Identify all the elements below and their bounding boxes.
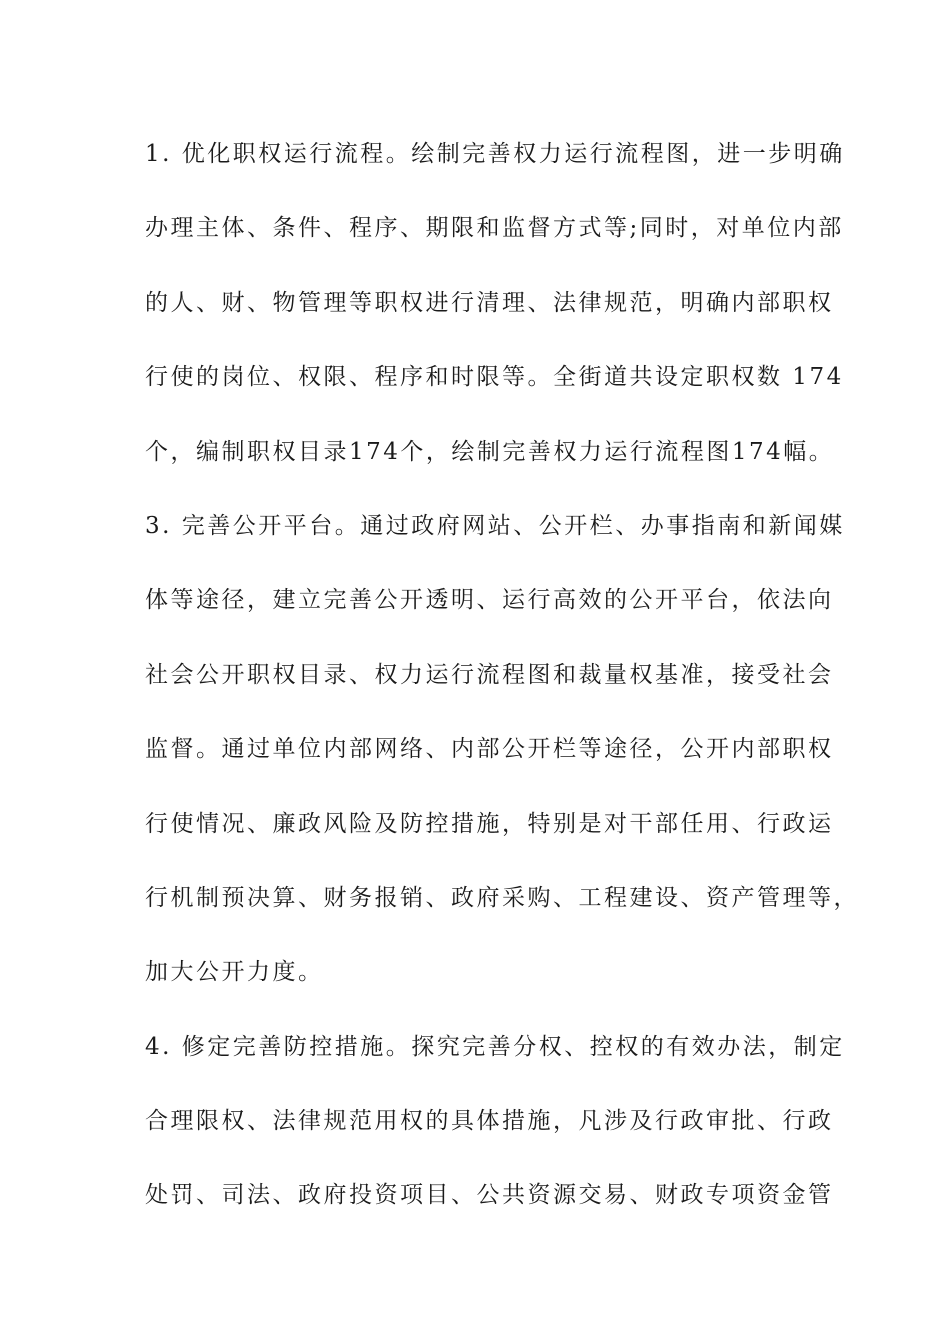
text-line: 的人、财、物管理等职权进行清理、法律规范，明确内部职权 bbox=[145, 289, 834, 316]
text-line: 4. 修定完善防控措施。探究完善分权、控权的有效办法，制定 bbox=[145, 1033, 845, 1060]
text-line: 合理限权、法律规范用权的具体措施，凡涉及行政审批、行政 bbox=[145, 1108, 834, 1135]
text-line: 1. 优化职权运行流程。绘制完善权力运行流程图，进一步明确 bbox=[145, 141, 845, 167]
text-line: 行机制预决算、财务报销、政府采购、工程建设、资产管理等， bbox=[145, 884, 859, 911]
text-line: 个，编制职权目录174个，绘制完善权力运行流程图174幅。 bbox=[145, 438, 835, 465]
text-line: 行使情况、廉政风险及防控措施，特别是对干部任用、行政运 bbox=[145, 810, 834, 837]
text-line: 监督。通过单位内部网络、内部公开栏等途径，公开内部职权 bbox=[145, 736, 834, 763]
text-line: 3. 完善公开平台。通过政府网站、公开栏、办事指南和新闻媒 bbox=[145, 512, 845, 539]
text-line: 处罚、司法、政府投资项目、公共资源交易、财政专项资金管 bbox=[145, 1182, 834, 1209]
document-body bbox=[145, 131, 859, 1247]
text-line: 社会公开职权目录、权力运行流程图和裁量权基准，接受社会 bbox=[145, 661, 834, 688]
text-line: 体等途径，建立完善公开透明、运行高效的公开平台，依法向 bbox=[145, 587, 834, 614]
text-line: 加大公开力度。 bbox=[145, 959, 324, 986]
text-line: 办理主体、条件、程序、期限和监督方式等;同时，对单位内部 bbox=[145, 215, 844, 242]
text-line: 行使的岗位、权限、程序和时限等。全街道共设定职权数 174 bbox=[145, 364, 844, 391]
